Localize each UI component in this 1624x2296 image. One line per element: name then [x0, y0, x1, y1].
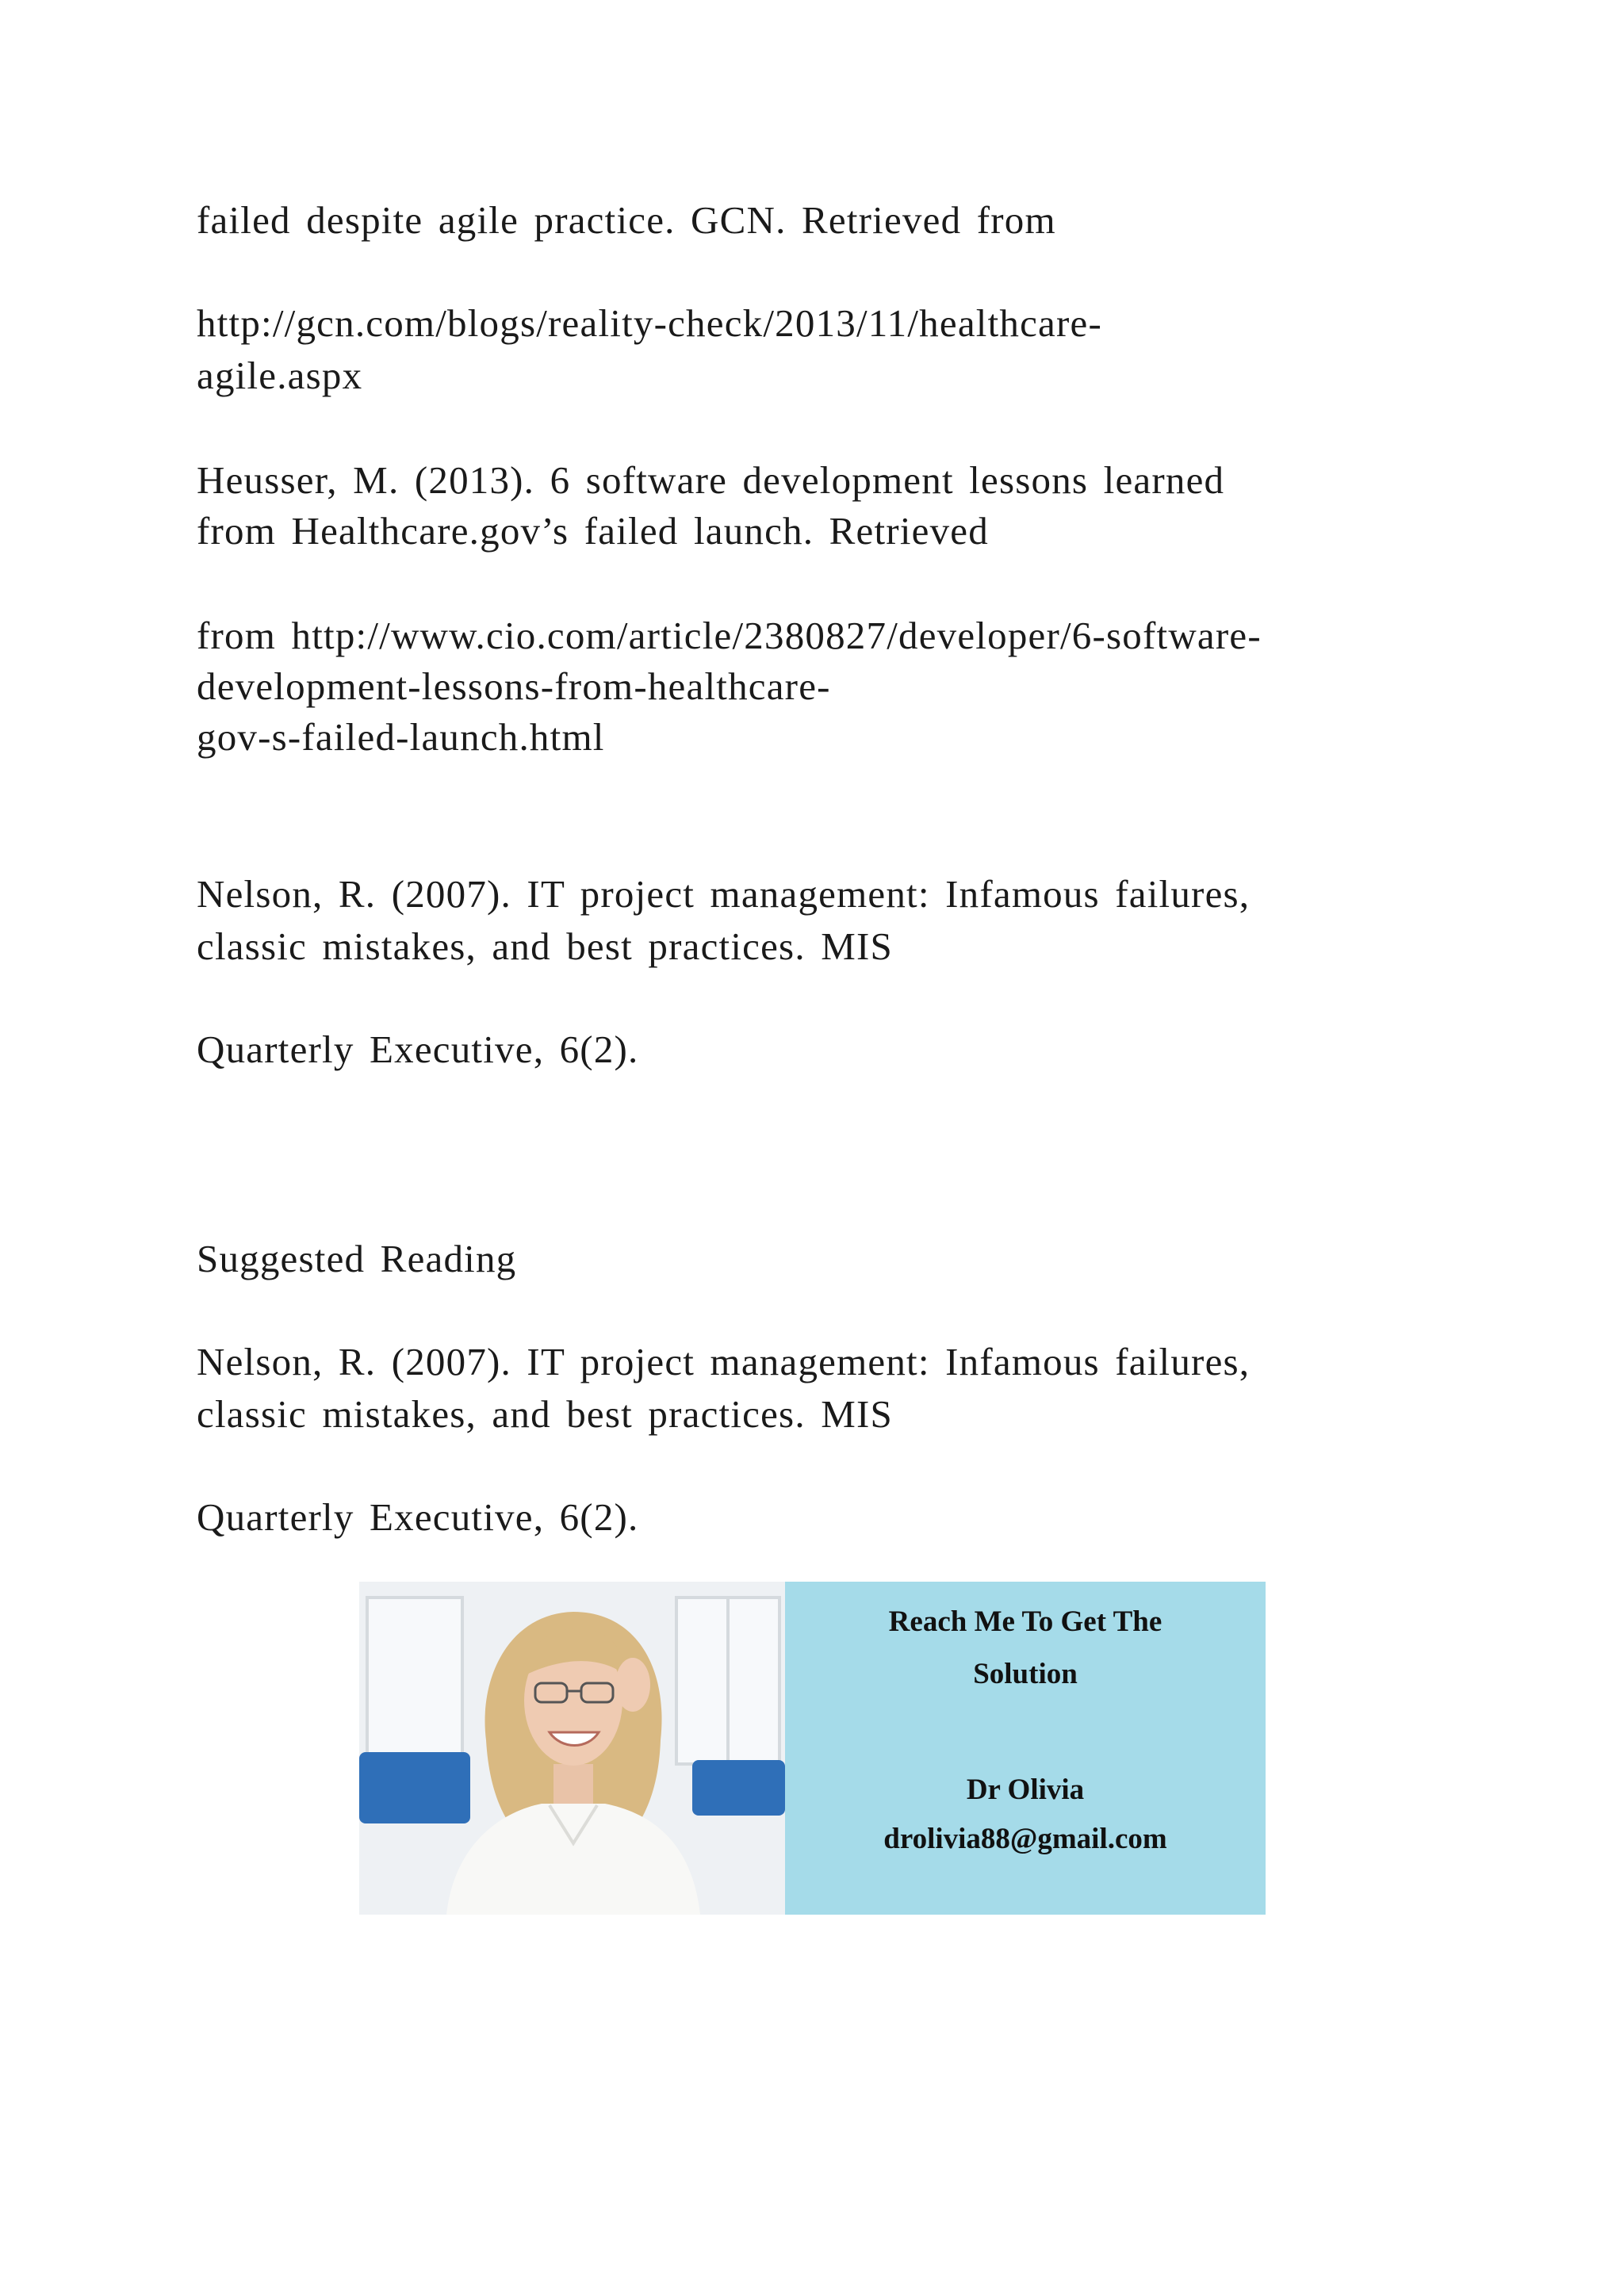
- contact-card: [785, 1582, 1266, 1915]
- reference-line: classic mistakes, and best practices. MIS: [197, 924, 893, 968]
- reference-url: development-lessons-from-healthcare-: [197, 664, 831, 708]
- contact-name: Dr Olivia: [966, 1774, 1085, 1806]
- reference-url: gov-s-failed-launch.html: [197, 715, 605, 759]
- reading-line: Quarterly Executive, 6(2).: [197, 1495, 639, 1539]
- portrait-photo: [359, 1582, 785, 1915]
- reading-line: classic mistakes, and best practices. MIS: [197, 1392, 893, 1436]
- reference-url: http://gcn.com/blogs/reality-check/2013/11/healthcare-: [197, 301, 1102, 345]
- reference-line: failed despite agile practice. GCN. Retrieved from: [197, 198, 1056, 242]
- reference-url: from http://www.cio.com/article/2380827/developer/6-software-: [197, 614, 1262, 657]
- reading-line: Nelson, R. (2007). IT project management: Infamous failures,: [197, 1340, 1251, 1383]
- reference-line: Nelson, R. (2007). IT project management: Infamous failures,: [197, 872, 1251, 916]
- contact-email[interactable]: drolivia88@gmail.com: [883, 1823, 1167, 1855]
- reference-line: from Healthcare.gov’s failed launch. Retrieved: [197, 509, 989, 553]
- card-heading: Reach Me To Get The: [888, 1605, 1162, 1638]
- woman-portrait-illustration: [359, 1582, 785, 1915]
- contact-banner: [359, 1582, 1266, 1915]
- section-heading: Suggested Reading: [197, 1237, 517, 1280]
- card-heading: Solution: [973, 1658, 1078, 1690]
- reference-url: agile.aspx: [197, 354, 363, 397]
- reference-line: Quarterly Executive, 6(2).: [197, 1027, 639, 1071]
- reference-line: Heusser, M. (2013). 6 software development lessons learned: [197, 458, 1225, 502]
